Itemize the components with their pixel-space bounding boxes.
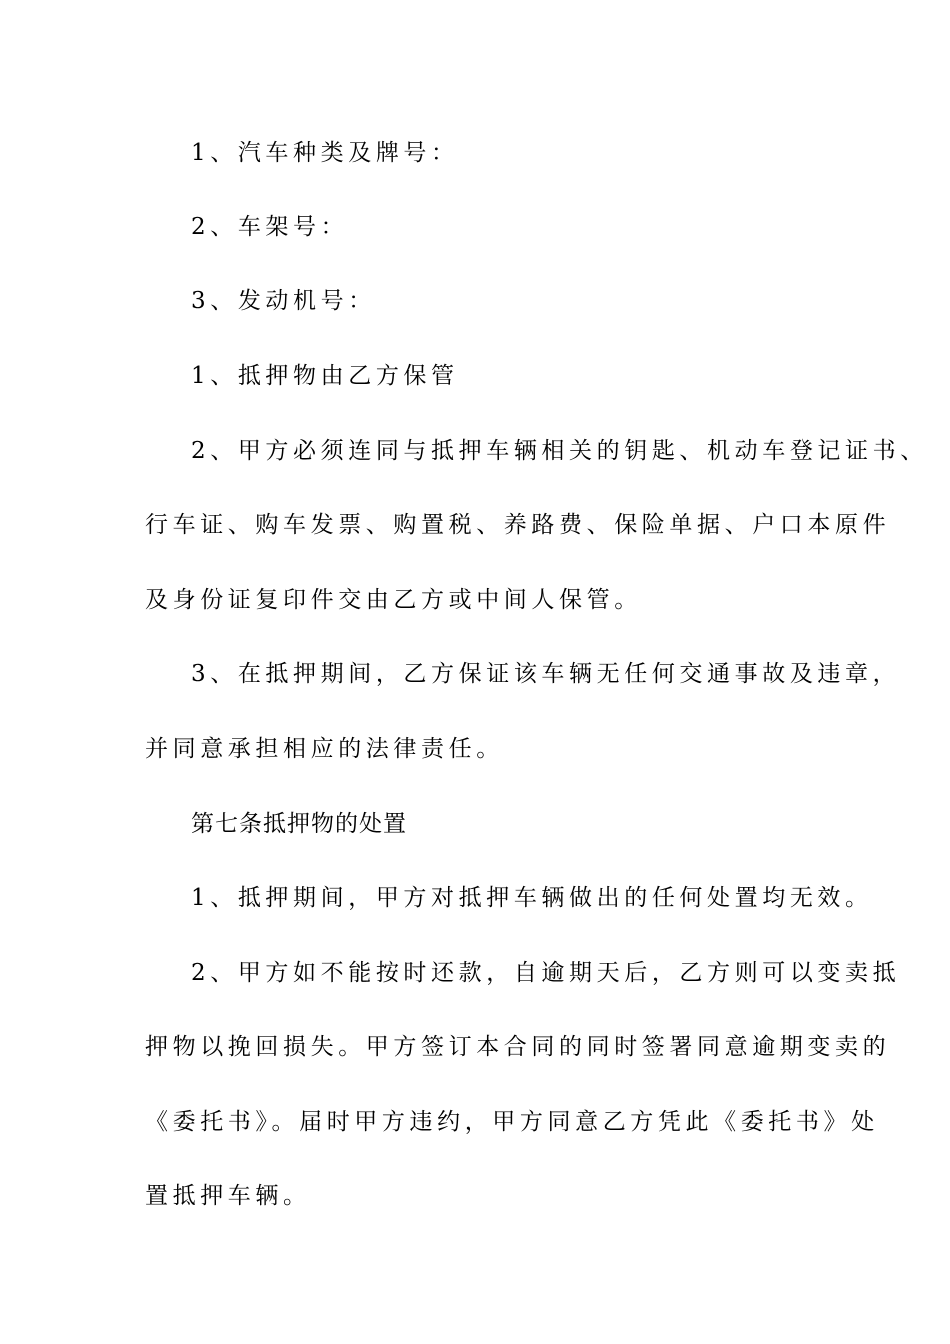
clause-default-line-3: 《委托书》。届时甲方违约，甲方同意乙方凭此《委托书》处: [145, 1109, 879, 1135]
clause-documents-line-3: 及身份证复印件交由乙方或中间人保管。: [145, 587, 642, 613]
clause-default-line-2: 押物以挽回损失。甲方签订本合同的同时签署同意逾期变卖的: [145, 1034, 891, 1060]
clause-default-line-1: 2、甲方如不能按时还款，自逾期天后，乙方则可以变卖抵: [191, 960, 901, 986]
clause-guarantee-line-2: 并同意承担相应的法律责任。: [145, 736, 504, 762]
section-heading: 第七条抵押物的处置: [191, 811, 407, 837]
clause-documents-line-2: 行车证、购车发票、购置税、养路费、保险单据、户口本原件: [145, 512, 891, 538]
clause-guarantee-line-1: 3、在抵押期间，乙方保证该车辆无任何交通事故及违章，: [191, 661, 901, 687]
clause-documents-line-1: 2、甲方必须连同与抵押车辆相关的钥匙、机动车登记证书、: [191, 438, 928, 464]
clause-disposal-invalid: 1、抵押期间，甲方对抵押车辆做出的任何处置均无效。: [191, 885, 873, 911]
item-car-type-plate: 1、汽车种类及牌号：: [191, 140, 459, 166]
item-frame-number: 2、车架号：: [191, 214, 349, 240]
clause-default-line-4: 置抵押车辆。: [145, 1183, 311, 1209]
clause-custody: 1、抵押物由乙方保管: [191, 363, 459, 389]
item-engine-number: 3、发动机号：: [191, 288, 376, 314]
